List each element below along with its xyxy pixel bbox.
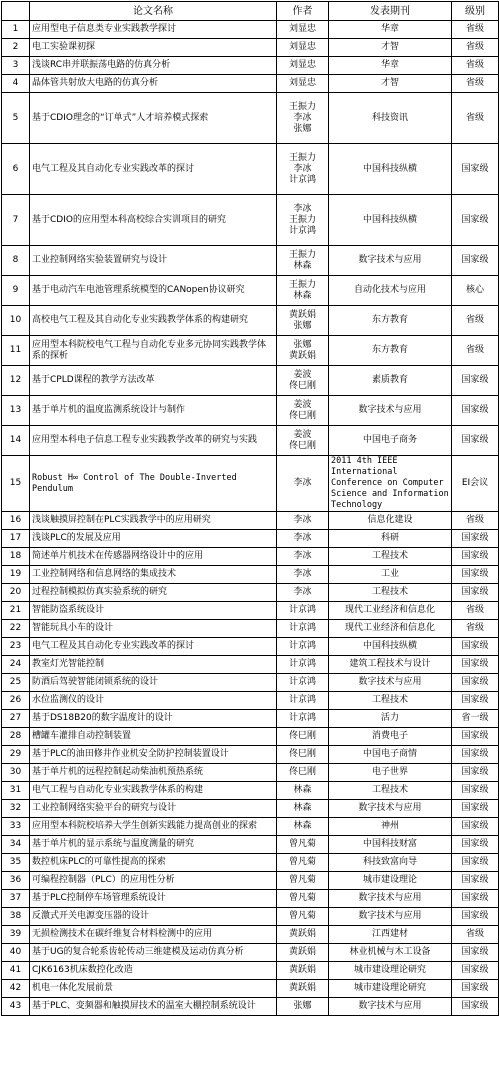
table-row (2, 782, 499, 800)
table-row (2, 512, 499, 530)
row-level: 国家级 (452, 246, 499, 276)
row-title: Robust H∞ Control of The Double-Inverted Pendulum (30, 456, 277, 512)
table-row (2, 746, 499, 764)
row-level: 国家级 (452, 782, 499, 800)
row-level: 国家级 (452, 944, 499, 962)
row-title: 工业控制网络实验装置研究与设计 (30, 246, 277, 276)
row-index: 6 (2, 144, 30, 195)
row-journal: 才智 (329, 75, 452, 93)
row-level: 省级 (452, 620, 499, 638)
row-index: 42 (2, 980, 30, 998)
row-journal: 东方教育 (329, 336, 452, 366)
row-index: 3 (2, 57, 30, 75)
row-journal: 科技致富向导 (329, 854, 452, 872)
row-author: 计京鸿 (277, 656, 329, 674)
row-author: 黄跃娟 张娜 (277, 306, 329, 336)
table-row (2, 728, 499, 746)
table-row (2, 584, 499, 602)
row-index: 4 (2, 75, 30, 93)
row-journal: 工程技术 (329, 584, 452, 602)
row-index: 2 (2, 39, 30, 57)
row-level: 省一级 (452, 710, 499, 728)
row-journal: 数字技术与应用 (329, 998, 452, 1016)
row-journal: 中国电子商务 (329, 426, 452, 456)
row-title: 基于PLC、变频器和触摸屏技术的温室大棚控制系统设计 (30, 998, 277, 1016)
row-author: 佟巳刚 (277, 728, 329, 746)
table-row (2, 75, 499, 93)
row-journal: 工程技术 (329, 782, 452, 800)
header-row (2, 2, 499, 21)
row-journal: 消费电子 (329, 728, 452, 746)
row-journal: 江西建材 (329, 926, 452, 944)
row-level: 省级 (452, 926, 499, 944)
row-author: 黄跃娟 (277, 926, 329, 944)
row-journal: 数字技术与应用 (329, 908, 452, 926)
row-journal: 城市建设理论 (329, 872, 452, 890)
table-row (2, 426, 499, 456)
row-title: 基于UG的复合轮系齿轮传动三维建模及运动仿真分析 (30, 944, 277, 962)
row-author: 黄跃娟 (277, 980, 329, 998)
row-index: 18 (2, 548, 30, 566)
row-journal: 城市建设理论研究 (329, 980, 452, 998)
row-author: 李冰 (277, 584, 329, 602)
row-author: 计京鸿 (277, 602, 329, 620)
row-level: 国家级 (452, 426, 499, 456)
row-index: 21 (2, 602, 30, 620)
row-author: 刘显忠 (277, 75, 329, 93)
table-row (2, 674, 499, 692)
row-title: 电工实验课初探 (30, 39, 277, 57)
row-journal: 华章 (329, 57, 452, 75)
row-journal: 工程技术 (329, 548, 452, 566)
row-index: 19 (2, 566, 30, 584)
row-journal: 林业机械与木工设备 (329, 944, 452, 962)
row-title: 过程控制模拟仿真实验系统的研究 (30, 584, 277, 602)
header-title: 论文名称 (30, 2, 277, 21)
row-author: 佟巳刚 (277, 746, 329, 764)
row-index: 15 (2, 456, 30, 512)
row-level: 国家级 (452, 195, 499, 246)
row-title: 基于PLC的油田修井作业机安全防护控制装置设计 (30, 746, 277, 764)
row-author: 李冰 (277, 456, 329, 512)
row-author: 黄跃娟 (277, 944, 329, 962)
row-author: 曾凡菊 (277, 890, 329, 908)
row-index: 17 (2, 530, 30, 548)
row-journal: 数字技术与应用 (329, 800, 452, 818)
row-level: 国家级 (452, 638, 499, 656)
row-level: 国家级 (452, 728, 499, 746)
table-row (2, 980, 499, 998)
table-row (2, 998, 499, 1016)
row-author: 刘显忠 (277, 21, 329, 39)
row-journal: 东方教育 (329, 306, 452, 336)
row-author: 林森 (277, 782, 329, 800)
row-title: 应用型本科电子信息工程专业实践教学改革的研究与实践 (30, 426, 277, 456)
row-index: 1 (2, 21, 30, 39)
row-journal: 中国科技纵横 (329, 195, 452, 246)
row-title: 电气工程及其自动化专业实践改革的探讨 (30, 144, 277, 195)
row-level: 国家级 (452, 674, 499, 692)
row-journal: 数字技术与应用 (329, 890, 452, 908)
row-level: 国家级 (452, 548, 499, 566)
row-title: 高校电气工程及其自动化专业实践教学体系的构建研究 (30, 306, 277, 336)
row-level: 国家级 (452, 872, 499, 890)
row-level: 国家级 (452, 396, 499, 426)
row-level: 国家级 (452, 566, 499, 584)
table-row (2, 890, 499, 908)
row-index: 22 (2, 620, 30, 638)
row-title: 槽罐车灌排自动控制装置 (30, 728, 277, 746)
row-title: 智能防盗系统设计 (30, 602, 277, 620)
table-row (2, 336, 499, 366)
table-row (2, 144, 499, 195)
row-level: 国家级 (452, 764, 499, 782)
row-title: 反激式开关电源变压器的设计 (30, 908, 277, 926)
row-author: 曾凡菊 (277, 854, 329, 872)
row-index: 27 (2, 710, 30, 728)
row-title: 简述单片机技术在传感器网络设计中的应用 (30, 548, 277, 566)
row-index: 37 (2, 890, 30, 908)
row-index: 12 (2, 366, 30, 396)
row-author: 张娜 黄跃娟 (277, 336, 329, 366)
row-level: 国家级 (452, 908, 499, 926)
row-title: 应用型本科院校培养大学生创新实践能力提高创业的探索 (30, 818, 277, 836)
row-journal: 华章 (329, 21, 452, 39)
table-row (2, 710, 499, 728)
row-title: 电气工程及其自动化专业实践改革的探讨 (30, 638, 277, 656)
table-row (2, 548, 499, 566)
table-row (2, 366, 499, 396)
row-index: 10 (2, 306, 30, 336)
header-journal: 发表期刊 (329, 2, 452, 21)
row-title: 电气工程与自动化专业实践教学体系的构建 (30, 782, 277, 800)
row-journal: 中国科技财富 (329, 836, 452, 854)
row-author: 计京鸿 (277, 638, 329, 656)
row-level: 国家级 (452, 836, 499, 854)
table-row (2, 57, 499, 75)
row-author: 计京鸿 (277, 692, 329, 710)
row-author: 李冰 (277, 530, 329, 548)
table-row (2, 908, 499, 926)
row-index: 26 (2, 692, 30, 710)
row-index: 16 (2, 512, 30, 530)
row-index: 7 (2, 195, 30, 246)
row-level: 国家级 (452, 530, 499, 548)
row-index: 24 (2, 656, 30, 674)
row-journal: 自动化技术与应用 (329, 276, 452, 306)
row-author: 王振力 林森 (277, 276, 329, 306)
row-title: 基于电动汽车电池管理系统模型的CANopen协议研究 (30, 276, 277, 306)
row-author: 刘显忠 (277, 39, 329, 57)
row-level: 省级 (452, 306, 499, 336)
table-row (2, 854, 499, 872)
row-index: 29 (2, 746, 30, 764)
row-title: 可编程控制器（PLC）的应用性分析 (30, 872, 277, 890)
row-index: 39 (2, 926, 30, 944)
row-title: 防酒后驾驶智能闭锁系统的设计 (30, 674, 277, 692)
table-row (2, 656, 499, 674)
row-author: 王振力 李冰 张娜 (277, 93, 329, 144)
row-title: 基于单片机的温度监测系统设计与制作 (30, 396, 277, 426)
row-level: 省级 (452, 39, 499, 57)
row-index: 38 (2, 908, 30, 926)
row-level: 省级 (452, 336, 499, 366)
row-index: 43 (2, 998, 30, 1016)
row-index: 23 (2, 638, 30, 656)
row-level: 国家级 (452, 584, 499, 602)
table-body (2, 21, 499, 1016)
row-title: 工业控制网络实验平台的研究与设计 (30, 800, 277, 818)
row-level: 国家级 (452, 890, 499, 908)
row-author: 姜波 佟巳刚 (277, 426, 329, 456)
table-row (2, 93, 499, 144)
row-index: 9 (2, 276, 30, 306)
row-level: 国家级 (452, 980, 499, 998)
row-journal: 数字技术与应用 (329, 246, 452, 276)
table-row (2, 276, 499, 306)
table-row (2, 638, 499, 656)
row-journal: 活力 (329, 710, 452, 728)
row-index: 34 (2, 836, 30, 854)
row-index: 32 (2, 800, 30, 818)
row-title: 无损检测技术在碳纤维复合材料检测中的应用 (30, 926, 277, 944)
row-level: 省级 (452, 21, 499, 39)
table-row (2, 39, 499, 57)
row-author: 姜波 佟巳刚 (277, 396, 329, 426)
row-level: 国家级 (452, 854, 499, 872)
row-index: 35 (2, 854, 30, 872)
row-level: 国家级 (452, 144, 499, 195)
table-row (2, 836, 499, 854)
row-title: 浅谈触摸屏控制在PLC实践教学中的应用研究 (30, 512, 277, 530)
row-title: 数控机床PLC的可靠性提高的探索 (30, 854, 277, 872)
row-level: 国家级 (452, 998, 499, 1016)
row-title: 基于CDIO的应用型本科高校综合实训项目的研究 (30, 195, 277, 246)
row-index: 28 (2, 728, 30, 746)
row-level: 国家级 (452, 692, 499, 710)
row-title: 应用型电子信息类专业实践教学探讨 (30, 21, 277, 39)
row-index: 31 (2, 782, 30, 800)
table-row (2, 456, 499, 512)
row-journal: 建筑工程技术与设计 (329, 656, 452, 674)
row-journal: 科技资讯 (329, 93, 452, 144)
header-level: 级别 (452, 2, 499, 21)
row-journal: 科研 (329, 530, 452, 548)
table-row (2, 764, 499, 782)
row-author: 李冰 (277, 548, 329, 566)
row-journal: 信息化建设 (329, 512, 452, 530)
table-row (2, 602, 499, 620)
row-title: 浅谈RC串并联振荡电路的仿真分析 (30, 57, 277, 75)
row-index: 20 (2, 584, 30, 602)
row-level: 省级 (452, 75, 499, 93)
row-author: 计京鸿 (277, 710, 329, 728)
row-index: 25 (2, 674, 30, 692)
row-title: 基于单片机的远程控制起动柴油机预热系统 (30, 764, 277, 782)
row-level: EI会议 (452, 456, 499, 512)
row-index: 14 (2, 426, 30, 456)
table-row (2, 872, 499, 890)
row-journal: 才智 (329, 39, 452, 57)
row-title: 基于CPLD课程的教学方法改革 (30, 366, 277, 396)
table-row (2, 306, 499, 336)
row-journal: 电子世界 (329, 764, 452, 782)
row-author: 姜波 佟巳刚 (277, 366, 329, 396)
row-journal: 中国科技纵横 (329, 638, 452, 656)
row-level: 核心 (452, 276, 499, 306)
row-journal: 城市建设理论研究 (329, 962, 452, 980)
row-title: 智能玩具小车的设计 (30, 620, 277, 638)
row-level: 省级 (452, 57, 499, 75)
row-author: 曾凡菊 (277, 872, 329, 890)
row-journal: 现代工业经济和信息化 (329, 620, 452, 638)
row-journal: 工程技术 (329, 692, 452, 710)
table-row (2, 962, 499, 980)
row-journal: 数字技术与应用 (329, 674, 452, 692)
paper-table (1, 1, 499, 1016)
row-index: 40 (2, 944, 30, 962)
table-row (2, 926, 499, 944)
row-author: 计京鸿 (277, 674, 329, 692)
table-row (2, 530, 499, 548)
row-author: 佟巳刚 (277, 764, 329, 782)
row-level: 省级 (452, 512, 499, 530)
row-level: 省级 (452, 602, 499, 620)
row-title: 浅谈PLC的发展及应用 (30, 530, 277, 548)
row-index: 41 (2, 962, 30, 980)
row-journal: 中国科技纵横 (329, 144, 452, 195)
row-journal: 2011 4th IEEE International Conference on Computer Science and Information Technology (329, 456, 452, 512)
row-index: 13 (2, 396, 30, 426)
table-row (2, 818, 499, 836)
row-level: 国家级 (452, 656, 499, 674)
row-author: 张娜 (277, 998, 329, 1016)
row-index: 30 (2, 764, 30, 782)
table-row (2, 566, 499, 584)
table-row (2, 800, 499, 818)
row-title: 基于CDIO理念的“订单式”人才培养模式探索 (30, 93, 277, 144)
row-author: 王振力 李冰 计京鸿 (277, 144, 329, 195)
row-author: 曾凡菊 (277, 908, 329, 926)
row-level: 省级 (452, 93, 499, 144)
row-title: 晶体管共射放大电路的仿真分析 (30, 75, 277, 93)
row-author: 刘显忠 (277, 57, 329, 75)
row-title: 机电一体化发展前景 (30, 980, 277, 998)
header-index (2, 2, 30, 21)
row-journal: 中国电子商情 (329, 746, 452, 764)
row-author: 李冰 (277, 512, 329, 530)
row-title: 应用型本科院校电气工程与自动化专业多元协同实践教学体系的探析 (30, 336, 277, 366)
row-author: 李冰 王振力 计京鸿 (277, 195, 329, 246)
row-author: 计京鸿 (277, 620, 329, 638)
table-row (2, 21, 499, 39)
row-journal: 工业 (329, 566, 452, 584)
row-level: 国家级 (452, 800, 499, 818)
table-row (2, 246, 499, 276)
row-author: 黄跃娟 (277, 962, 329, 980)
row-level: 国家级 (452, 818, 499, 836)
row-title: 水位监测仪的设计 (30, 692, 277, 710)
table-row (2, 396, 499, 426)
row-journal: 神州 (329, 818, 452, 836)
row-author: 王振力 林森 (277, 246, 329, 276)
row-index: 33 (2, 818, 30, 836)
table-row (2, 944, 499, 962)
row-index: 36 (2, 872, 30, 890)
row-author: 林森 (277, 800, 329, 818)
row-author: 李冰 (277, 566, 329, 584)
row-title: CJK6163机床数控化改造 (30, 962, 277, 980)
table-row (2, 692, 499, 710)
row-title: 教室灯光智能控制 (30, 656, 277, 674)
table-row (2, 195, 499, 246)
row-title: 基于PLC控制停车场管理系统设计 (30, 890, 277, 908)
row-title: 基于DS18B20的数字温度计的设计 (30, 710, 277, 728)
row-author: 林森 (277, 818, 329, 836)
row-title: 基于单片机的显示系统与温度测量的研究 (30, 836, 277, 854)
row-level: 国家级 (452, 962, 499, 980)
row-level: 国家级 (452, 746, 499, 764)
row-journal: 现代工业经济和信息化 (329, 602, 452, 620)
row-index: 8 (2, 246, 30, 276)
row-title: 工业控制网络和信息网络的集成技术 (30, 566, 277, 584)
row-level: 国家级 (452, 366, 499, 396)
table-row (2, 620, 499, 638)
row-author: 曾凡菊 (277, 836, 329, 854)
row-journal: 数字技术与应用 (329, 396, 452, 426)
row-journal: 素质教育 (329, 366, 452, 396)
row-index: 11 (2, 336, 30, 366)
header-author: 作者 (277, 2, 329, 21)
row-index: 5 (2, 93, 30, 144)
